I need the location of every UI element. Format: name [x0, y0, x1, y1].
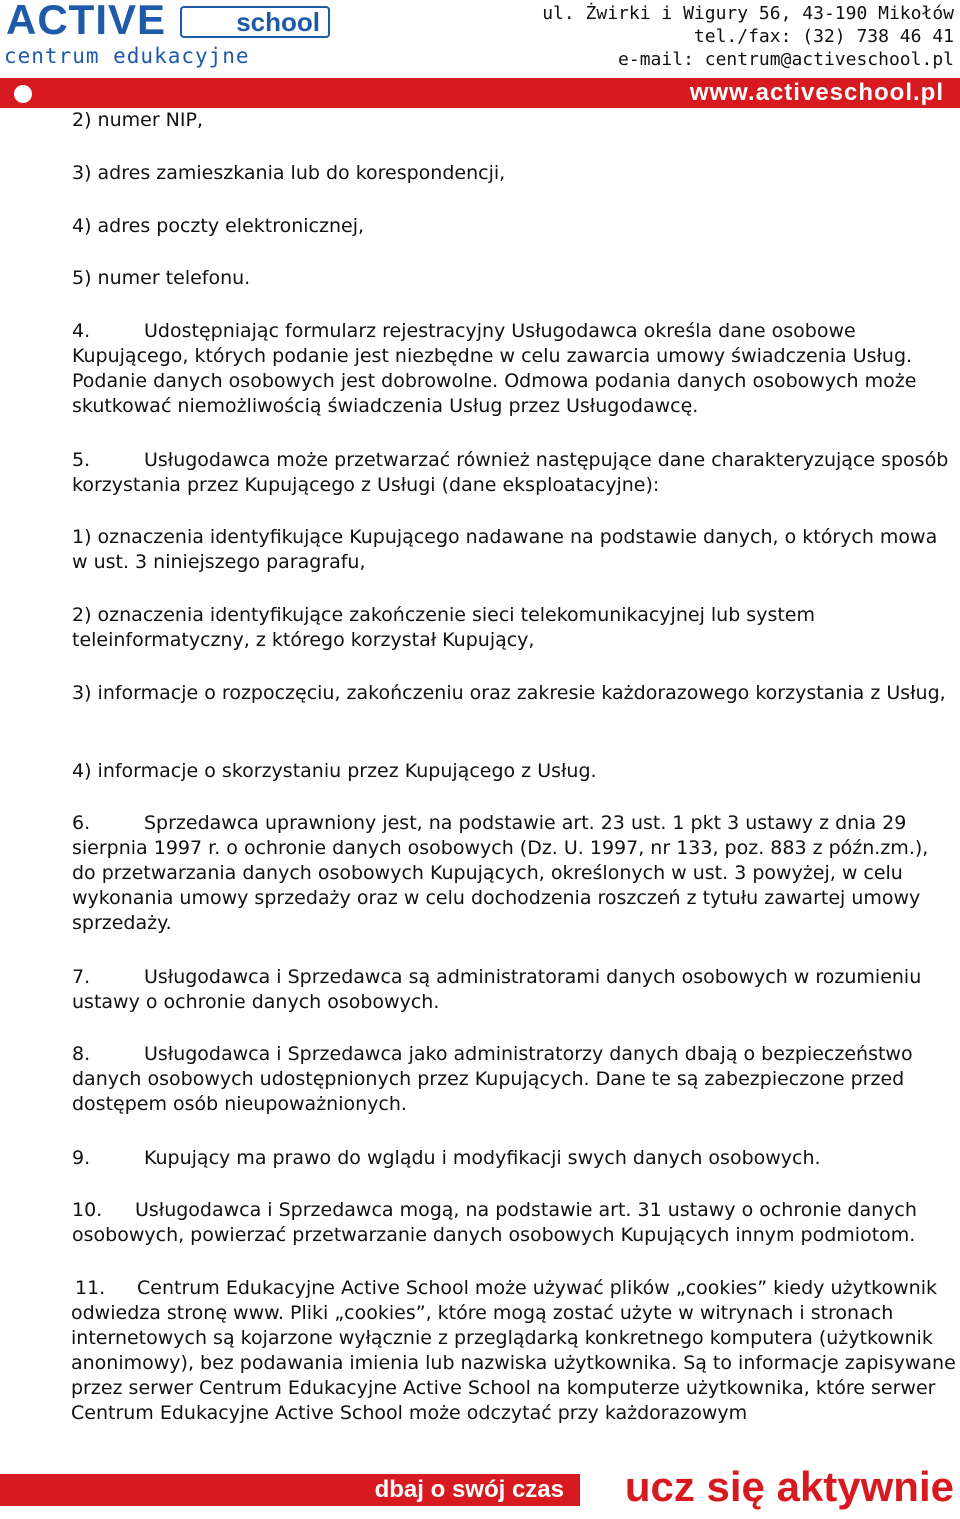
footer-red-bar	[0, 1474, 580, 1506]
list-item: 3) informacje o rozpoczęciu, zakończeniu oraz zakresie każdorazowego korzystania z Usług,	[72, 682, 946, 704]
list-item: 1) oznaczenia identyfikujące Kupującego nadawane na podstawie danych, o których mowa w ust. 3 niniejszego paragrafu,	[72, 526, 938, 573]
section-paragraph: 7. Usługodawca i Sprzedawca są administratorami danych osobowych w rozumieniu ustawy o ochronie danych osobowych.	[72, 966, 922, 1013]
section-paragraph: 10. Usługodawca i Sprzedawca mogą, na podstawie art. 31 ustawy o ochronie danych osobowych, powierzać przetwarzanie danych osobowych Kupujących innym podmiotom.	[72, 1199, 917, 1246]
section-paragraph: 11. Centrum Edukacyjne Active School może używać plików „cookies” kiedy użytkownik odwiedza stronę www. Pliki „cookies”, które mogą zostać użyte w witrynach i stronach internetowych są kojarzone wyłącznie z przeglądarką konkretnego komputera (użytkownik anonimowy), bez podawania imienia lub nazwiska użytkownika. Są to informacje zapisywane przez serwer Centrum Edukacyjne Active School na komputerze użytkownika, które serwer Centrum Edukacyjne Active School może odczytać przy każdorazowym	[71, 1277, 956, 1424]
section-paragraph: 8. Usługodawca i Sprzedawca jako administratorzy danych dbają o bezpieczeństwo danych osobowych udostępnionych przez Kupujących. Dane te są zabezpieczone przed dostępem osób nieupoważnionych.	[72, 1043, 913, 1115]
logo-active	[6, 0, 166, 42]
logo-subtitle: centrum edukacyjne	[4, 44, 250, 68]
bullet-dot-icon	[14, 85, 32, 103]
section-number: 5.	[72, 449, 91, 471]
section-number: 8.	[72, 1043, 91, 1065]
section-number: 6.	[72, 812, 91, 834]
section-number: 7.	[72, 966, 91, 988]
contact-address: ul. Żwirki i Wigury 56, 43-190 Mikołów	[542, 3, 954, 24]
list-item: 2) oznaczenia identyfikujące zakończenie sieci telekomunikacyjnej lub system teleinformatyczny, z którego korzystał Kupujący,	[72, 604, 815, 651]
logo-school-text: school	[236, 7, 320, 37]
footer	[0, 1463, 960, 1514]
section-paragraph: 4. Udostępniając formularz rejestracyjny Usługodawca określa dane osobowe Kupującego, których podanie jest niezbędne w celu zawarcia umowy świadczenia Usług. Podanie danych osobowych jest dobrowolne. Odmowa podania danych osobowych może skutkować niemożliwością świadczenia Usług przez Usługodawcę.	[72, 320, 917, 417]
letterhead	[0, 0, 960, 110]
section-paragraph: 5. Usługodawca może przetwarzać również następujące dane charakteryzujące sposób korzystania przez Kupującego z Usługi (dane eksploatacyjne):	[72, 449, 949, 496]
logo-school	[180, 6, 330, 38]
contact-block	[542, 2, 954, 71]
section-number: 9.	[72, 1147, 91, 1169]
footer-slogan: ucz się aktywnie	[624, 1463, 954, 1510]
section-number: 10.	[72, 1199, 103, 1221]
website-link[interactable]: www.activeschool.pl	[689, 79, 944, 106]
list-item: 3) adres zamieszkania lub do korespondencji,	[72, 162, 506, 184]
section-number: 4.	[72, 320, 91, 342]
logo-active-text: ACTIVE	[6, 0, 167, 43]
footer-tagline: dbaj o swój czas	[374, 1476, 564, 1503]
list-item: 5) numer telefonu.	[72, 267, 251, 289]
header-red-bar	[0, 78, 960, 108]
contact-phone: tel./fax: (32) 738 46 41	[693, 26, 954, 47]
list-item: 4) informacje o skorzystaniu przez Kupującego z Usług.	[72, 760, 597, 782]
section-paragraph: 6. Sprzedawca uprawniony jest, na podstawie art. 23 ust. 1 pkt 3 ustawy z dnia 29 sierpnia 1997 r. o ochronie danych osobowych (Dz. U. 1997, nr 133, poz. 883 z późn.zm.), do przetwarzania danych osobowych Kupujących, określonych w ust. 3 powyżej, w celu wykonania umowy sprzedaży oraz w celu dochodzenia roszczeń z tytułu zawartej umowy sprzedaży.	[72, 812, 929, 934]
list-item: 2) numer NIP,	[72, 109, 203, 131]
contact-email: e-mail: centrum@activeschool.pl	[618, 49, 954, 70]
list-item: 4) adres poczty elektronicznej,	[72, 215, 365, 237]
section-number: 11.	[75, 1277, 106, 1299]
section-paragraph: 9. Kupujący ma prawo do wglądu i modyfikacji swych danych osobowych.	[72, 1147, 821, 1169]
